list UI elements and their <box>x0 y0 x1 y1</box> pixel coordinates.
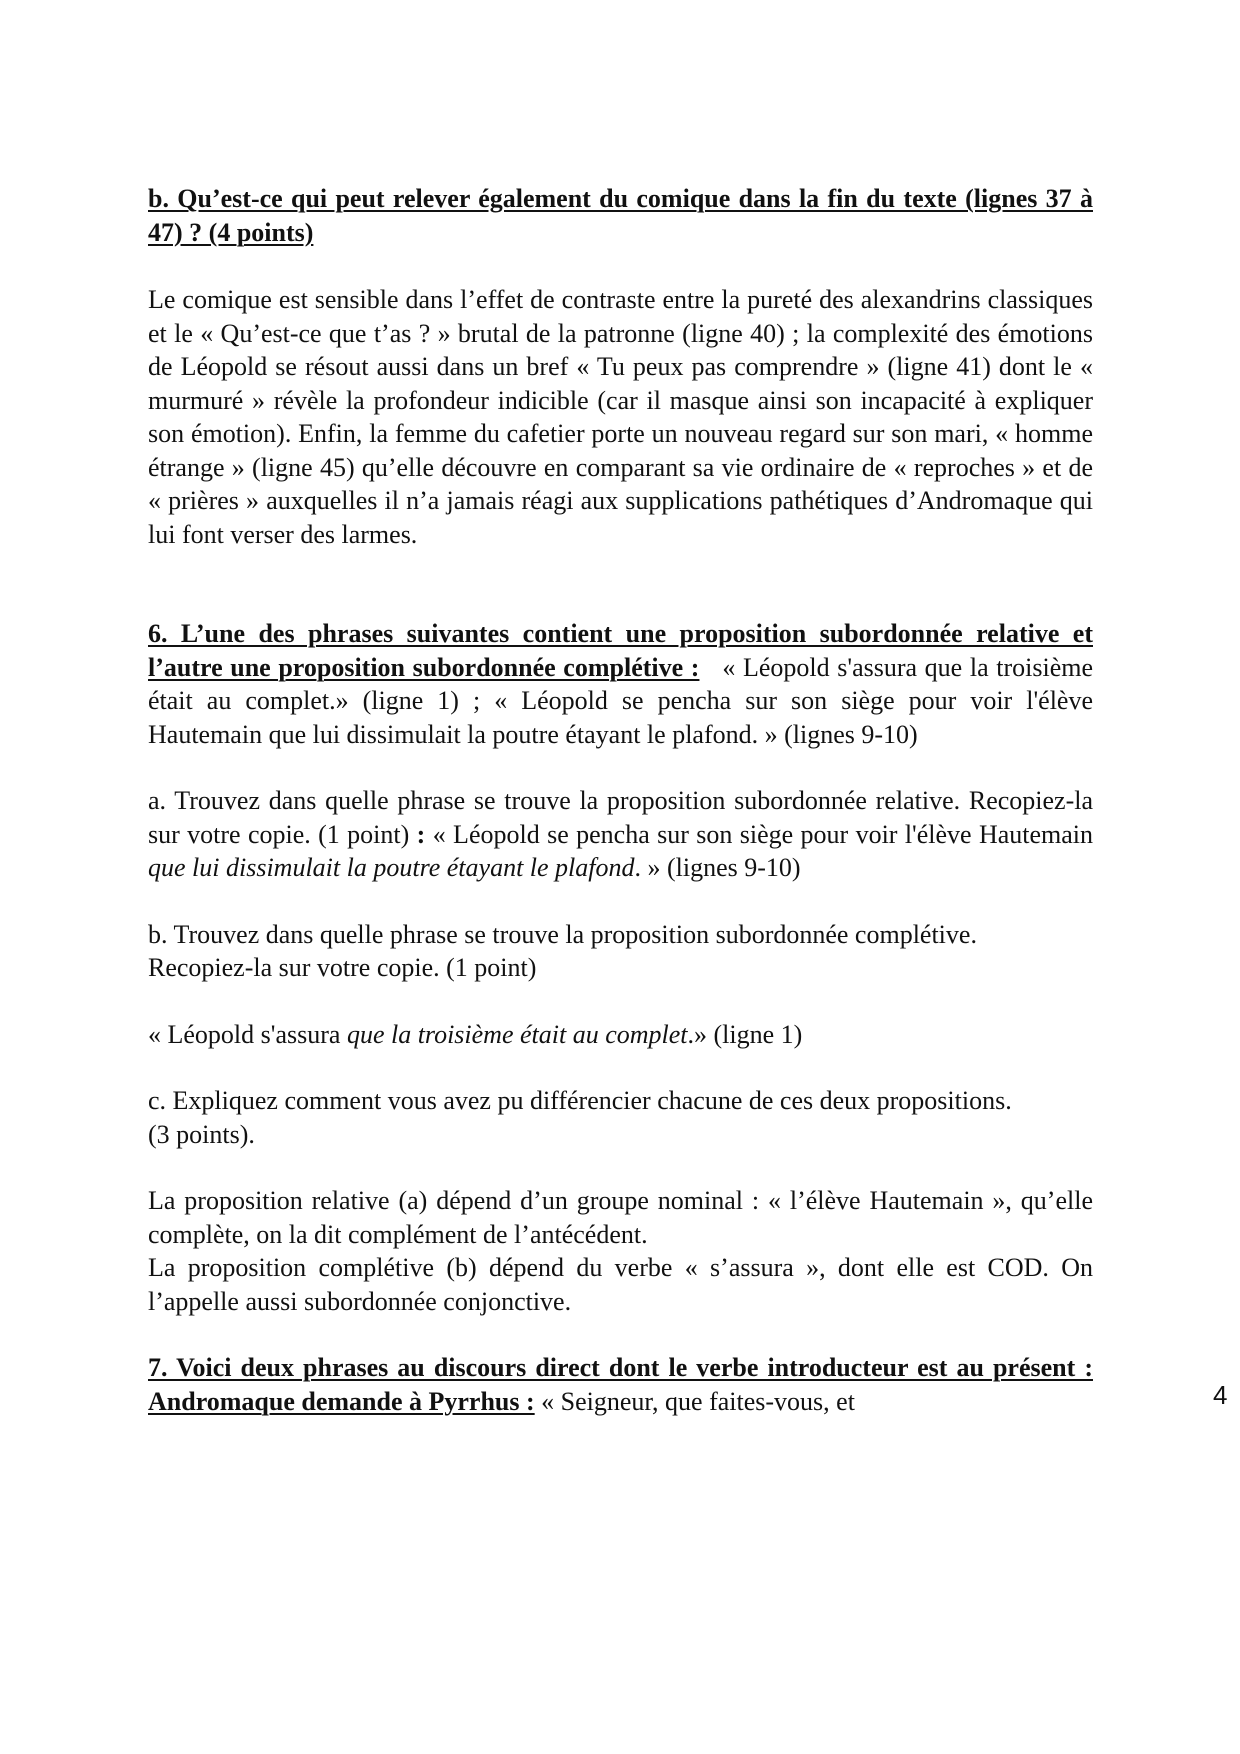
question-7-title: 7. Voici deux phrases au discours direct dont le verbe introducteur est au présent : Andromaque demande à Pyrrhus : <box>148 1353 1093 1416</box>
answer-6a-italic: que lui dissimulait la poutre étayant le plafond <box>148 853 635 882</box>
question-5b: b. Qu’est-ce qui peut relever également du comique dans la fin du texte (lignes 37 à 47) ? (4 points) <box>148 184 1093 247</box>
document-page <box>148 182 1228 1418</box>
answer-6a-pre: « Léopold se pencha sur son siège pour voir l'élève Hautemain <box>432 819 1094 849</box>
answer-6b <box>148 1018 1093 1052</box>
question-6 <box>148 617 1093 751</box>
question-6b-line2: Recopiez-la sur votre copie. (1 point) <box>148 953 537 982</box>
question-6b-line1: b. Trouvez dans quelle phrase se trouve la proposition subordonnée complétive. <box>148 919 977 949</box>
page-number: 4 <box>1213 1380 1228 1410</box>
question-6-title: 6. L’une des phrases suivantes contient une proposition subordonnée relative et l’autre une proposition subordonnée complétive : <box>148 619 1093 682</box>
question-6-quote: « Léopold s'assura que la troisième était au complet.» (ligne 1) ; « Léopold se pencha sur son siège pour voir l'élève Hautemain que lui dissimulait la poutre étayant le plafond. » (lignes 9-10) <box>148 652 1093 749</box>
question-7 <box>148 1351 1093 1418</box>
answer-6a-post: . » (lignes 9-10) <box>634 853 801 882</box>
answer-6c-line2: La proposition complétive (b) dépend du verbe « s’assura », dont elle est COD. On l’appelle aussi subordonnée conjonctive. <box>148 1253 1093 1316</box>
question-6c-points: (3 points). <box>148 1119 255 1149</box>
question-6c: c. Expliquez comment vous avez pu différencier chacune de ces deux propositions. <box>148 1086 1012 1115</box>
question-6a <box>148 784 1093 885</box>
answer-6c-line1: La proposition relative (a) dépend d’un groupe nominal : « l’élève Hautemain », qu’elle complète, on la dit complément de l’antécédent. <box>148 1186 1093 1249</box>
answer-6b-italic: que la troisième était au complet <box>346 1019 688 1049</box>
question-6a-colon: : <box>416 819 426 849</box>
question-6b <box>148 918 1093 985</box>
question-6a-text: a. Trouvez dans quelle phrase se trouve la proposition subordonnée relative. Recopiez-la sur votre copie. (1 point) <box>148 786 1093 849</box>
answer-6b-pre: « Léopold s'assura <box>148 1019 341 1049</box>
answer-5b: Le comique est sensible dans l’effet de contraste entre la pureté des alexandrins classiques et le « Qu’est-ce que t’as ? » brutal de la patronne (ligne 40) ; la complexité des émotions de Léopold se résout aussi dans un bref « Tu peux pas comprendre » (ligne 41) dont le « murmuré » révèle la profondeur indicible (car il masque ainsi son incapacité à expliquer son émotion). Enfin, la femme du cafetier porte un nouveau regard sur son mari, « homme étrange » (ligne 45) qu’elle découvre en comparant sa vie ordinaire de « reproches » et de « prières » auxquelles il n’a jamais réagi aux supplications pathétiques d’Andromaque qui lui font verser des larmes. <box>148 285 1093 549</box>
question-7-quote: « Seigneur, que faites-vous, et <box>541 1386 855 1416</box>
answer-6b-post: .» (ligne 1) <box>687 1019 803 1049</box>
